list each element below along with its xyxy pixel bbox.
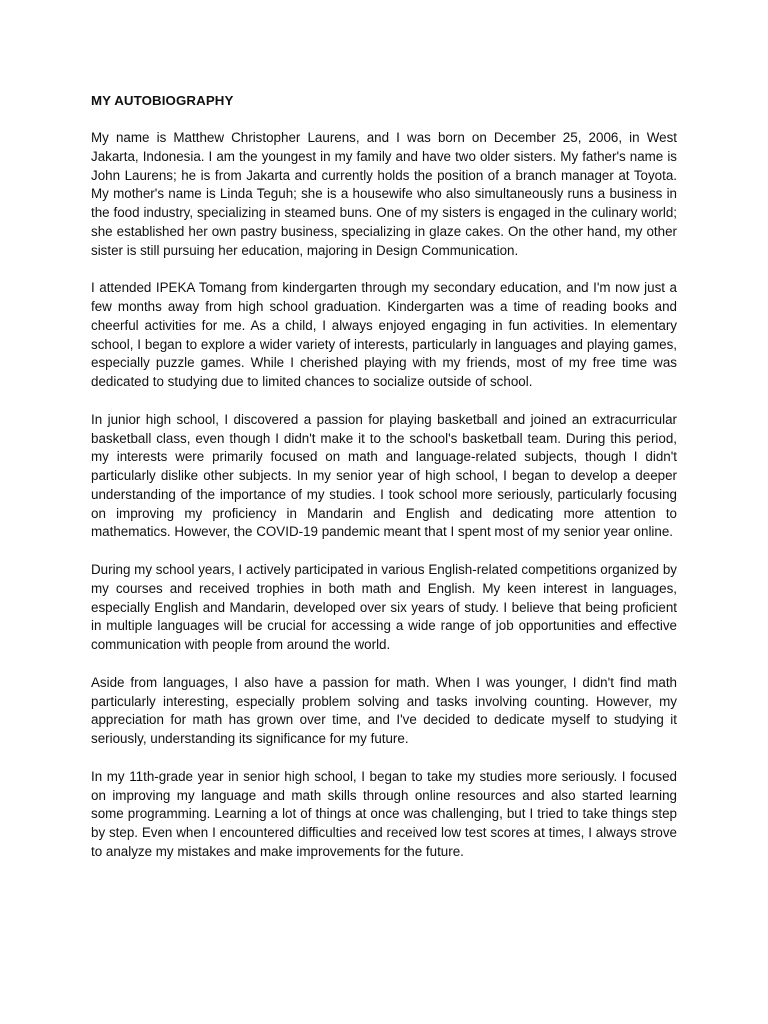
paragraph-junior-high: In junior high school, I discovered a passion for playing basketball and joined an extracurricular basketball class, even though I didn't make it to the school's basketball team. During this period, my interests were primarily focused on math and language-related subjects, though I didn't particularly dislike other subjects. In my senior year of high school, I began to develop a deeper understanding of the importance of my studies. I took school more seriously, particularly focusing on improving my proficiency in Mandarin and English and dedicating more attention to mathematics. However, the COVID-19 pandemic meant that I spent most of my senior year online. xyxy=(91,411,677,540)
paragraph-eleventh-grade: In my 11th-grade year in senior high school, I began to take my studies more seriously. I focused on improving my language and math skills through online resources and also started learning some programming. Learning a lot of things at once was challenging, but I tried to take things step by step. Even when I encountered difficulties and received low test scores at times, I always strove to analyze my mistakes and make improvements for the future. xyxy=(91,768,677,859)
paragraph-languages: During my school years, I actively participated in various English-related competitions organized by my courses and received trophies in both math and English. My keen interest in languages, especially English and Mandarin, developed over six years of study. I believe that being proficient in multiple languages will be crucial for accessing a wide range of job opportunities and effective communication with people from around the world. xyxy=(91,562,677,652)
document-title: MY AUTOBIOGRAPHY xyxy=(91,93,234,108)
paragraph-math: Aside from languages, I also have a passion for math. When I was younger, I didn't find math particularly interesting, especially problem solving and tasks involving counting. However, my appreciation for math has grown over time, and I've decided to dedicate myself to studying it seriously, understanding its significance for my future. xyxy=(91,674,677,746)
paragraph-family: My name is Matthew Christopher Laurens, and I was born on December 25, 2006, in West Jakarta, Indonesia. I am the youngest in my family and have two older sisters. My father's name is John Laurens; he is from Jakarta and currently holds the position of a branch manager at Toyota. My mother's name is Linda Teguh; she is a housewife who also simultaneously runs a business in the food industry, specializing in steamed buns. One of my sisters is engaged in the culinary world; she established her own pastry business, specializing in glaze cakes. On the other hand, my other sister is still pursuing her education, majoring in Design Communication. xyxy=(91,130,677,258)
paragraph-early-education: I attended IPEKA Tomang from kindergarten through my secondary education, and I'm now just a few months away from high school graduation. Kindergarten was a time of reading books and cheerful activities for me. As a child, I always enjoyed engaging in fun activities. In elementary school, I began to explore a wider variety of interests, particularly in languages and playing games, especially puzzle games. While I cherished playing with my friends, most of my free time was dedicated to studying due to limited chances to socialize outside of school. xyxy=(91,280,677,389)
